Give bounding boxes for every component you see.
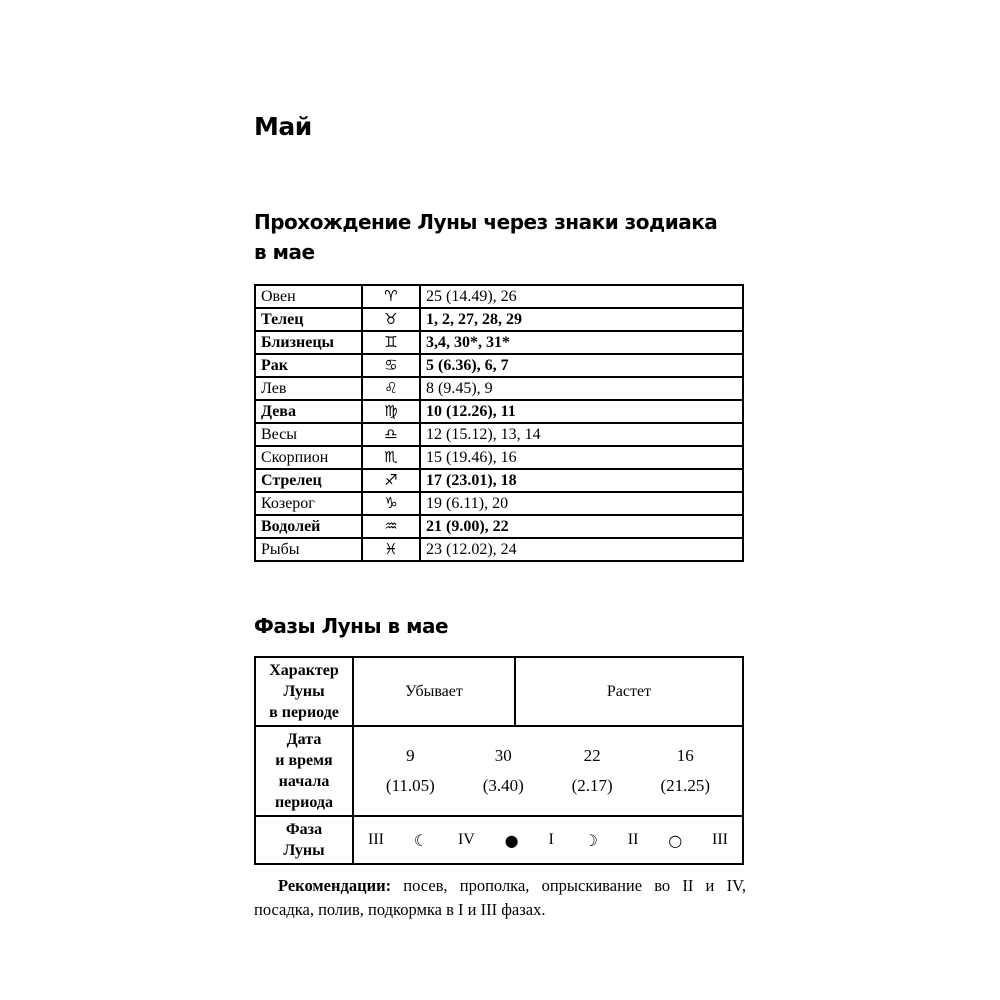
zodiac-dates: 15 (19.46), 16 xyxy=(420,446,743,469)
period-character-label: Характер Луны в периоде xyxy=(255,657,353,726)
zodiac-row xyxy=(255,354,743,377)
date-day: 22 xyxy=(583,746,601,765)
start-date-row xyxy=(255,726,743,816)
zodiac-row xyxy=(255,515,743,538)
period-start-date xyxy=(661,741,711,801)
zodiac-row xyxy=(255,285,743,308)
zodiac-sign-name: Близнецы xyxy=(255,331,362,354)
zodiac-row xyxy=(255,331,743,354)
zodiac-dates: 17 (23.01), 18 xyxy=(420,469,743,492)
start-dates-cell xyxy=(353,726,743,816)
zodiac-symbol-icon: ♎ xyxy=(362,423,420,446)
date-day: 9 xyxy=(406,746,415,765)
zodiac-symbol-icon: ♊ xyxy=(362,331,420,354)
zodiac-dates: 1, 2, 27, 28, 29 xyxy=(420,308,743,331)
zodiac-dates: 23 (12.02), 24 xyxy=(420,538,743,561)
zodiac-symbol-icon: ♈ xyxy=(362,285,420,308)
zodiac-dates: 5 (6.36), 6, 7 xyxy=(420,354,743,377)
zodiac-table xyxy=(254,284,744,562)
recommendations-text: посев, прополка, опрыскивание во II и IV, посадка, полив, подкормка в I и III фазах. xyxy=(254,876,746,919)
zodiac-symbol-icon: ♒ xyxy=(362,515,420,538)
zodiac-dates: 25 (14.49), 26 xyxy=(420,285,743,308)
zodiac-dates: 3,4, 30*, 31* xyxy=(420,331,743,354)
zodiac-row xyxy=(255,538,743,561)
zodiac-symbol-icon: ♍ xyxy=(362,400,420,423)
zodiac-symbol-icon: ♉ xyxy=(362,308,420,331)
phases-cell xyxy=(353,816,743,864)
zodiac-symbol-icon: ♑ xyxy=(362,492,420,515)
zodiac-row xyxy=(255,446,743,469)
zodiac-sign-name: Рыбы xyxy=(255,538,362,561)
date-time: (11.05) xyxy=(385,776,435,795)
phase-label: Фаза Луны xyxy=(255,816,353,864)
zodiac-symbol-icon: ♋ xyxy=(362,354,420,377)
recommendations-label: Рекомендации: xyxy=(278,876,392,895)
date-time: (2.17) xyxy=(571,776,613,795)
zodiac-symbol-icon: ♓ xyxy=(362,538,420,561)
zodiac-dates: 8 (9.45), 9 xyxy=(420,377,743,400)
date-day: 30 xyxy=(494,746,512,765)
zodiac-sign-name: Дева xyxy=(255,400,362,423)
moon-phase-icon: ☽ xyxy=(583,830,598,850)
moon-phase-icon: ● xyxy=(504,830,519,850)
moon-phase-icon: ○ xyxy=(668,830,683,850)
phase-number: III xyxy=(711,831,728,848)
zodiac-sign-name: Скорпион xyxy=(255,446,362,469)
zodiac-sign-name: Овен xyxy=(255,285,362,308)
page-title: Май xyxy=(254,112,312,141)
waning-cell: Убывает xyxy=(353,657,515,726)
phase-number: IV xyxy=(457,831,475,848)
date-day: 16 xyxy=(676,746,694,765)
period-start-date xyxy=(483,741,524,801)
zodiac-row xyxy=(255,400,743,423)
zodiac-row xyxy=(255,377,743,400)
zodiac-row xyxy=(255,308,743,331)
zodiac-sign-name: Стрелец xyxy=(255,469,362,492)
zodiac-sign-name: Водолей xyxy=(255,515,362,538)
zodiac-symbol-icon: ♐ xyxy=(362,469,420,492)
zodiac-row xyxy=(255,423,743,446)
moon-phases-table xyxy=(254,656,744,865)
date-time: (3.40) xyxy=(482,776,524,795)
date-time: (21.25) xyxy=(660,776,711,795)
zodiac-row xyxy=(255,469,743,492)
phase-row xyxy=(255,816,743,864)
zodiac-section-heading: Прохождение Луны через знаки зодиака в мае xyxy=(254,210,718,264)
zodiac-symbol-icon: ♌ xyxy=(362,377,420,400)
zodiac-dates: 19 (6.11), 20 xyxy=(420,492,743,515)
moon-phase-icon: ☾ xyxy=(413,830,429,850)
zodiac-sign-name: Лев xyxy=(255,377,362,400)
moon-phases-heading: Фазы Луны в мае xyxy=(254,614,449,638)
recommendations-paragraph xyxy=(254,874,746,922)
phase-number: III xyxy=(368,831,384,848)
zodiac-row xyxy=(255,492,743,515)
waxing-cell: Растет xyxy=(515,657,743,726)
zodiac-dates: 12 (15.12), 13, 14 xyxy=(420,423,743,446)
zodiac-dates: 21 (9.00), 22 xyxy=(420,515,743,538)
zodiac-sign-name: Весы xyxy=(255,423,362,446)
phase-number: II xyxy=(627,831,639,848)
period-start-date xyxy=(386,741,435,801)
start-date-label: Дата и время начала периода xyxy=(255,726,353,816)
period-character-row xyxy=(255,657,743,726)
zodiac-sign-name: Рак xyxy=(255,354,362,377)
zodiac-sign-name: Козерог xyxy=(255,492,362,515)
zodiac-symbol-icon: ♏ xyxy=(362,446,420,469)
period-start-date xyxy=(572,741,613,801)
phase-number: I xyxy=(548,831,554,848)
zodiac-dates: 10 (12.26), 11 xyxy=(420,400,743,423)
zodiac-sign-name: Телец xyxy=(255,308,362,331)
